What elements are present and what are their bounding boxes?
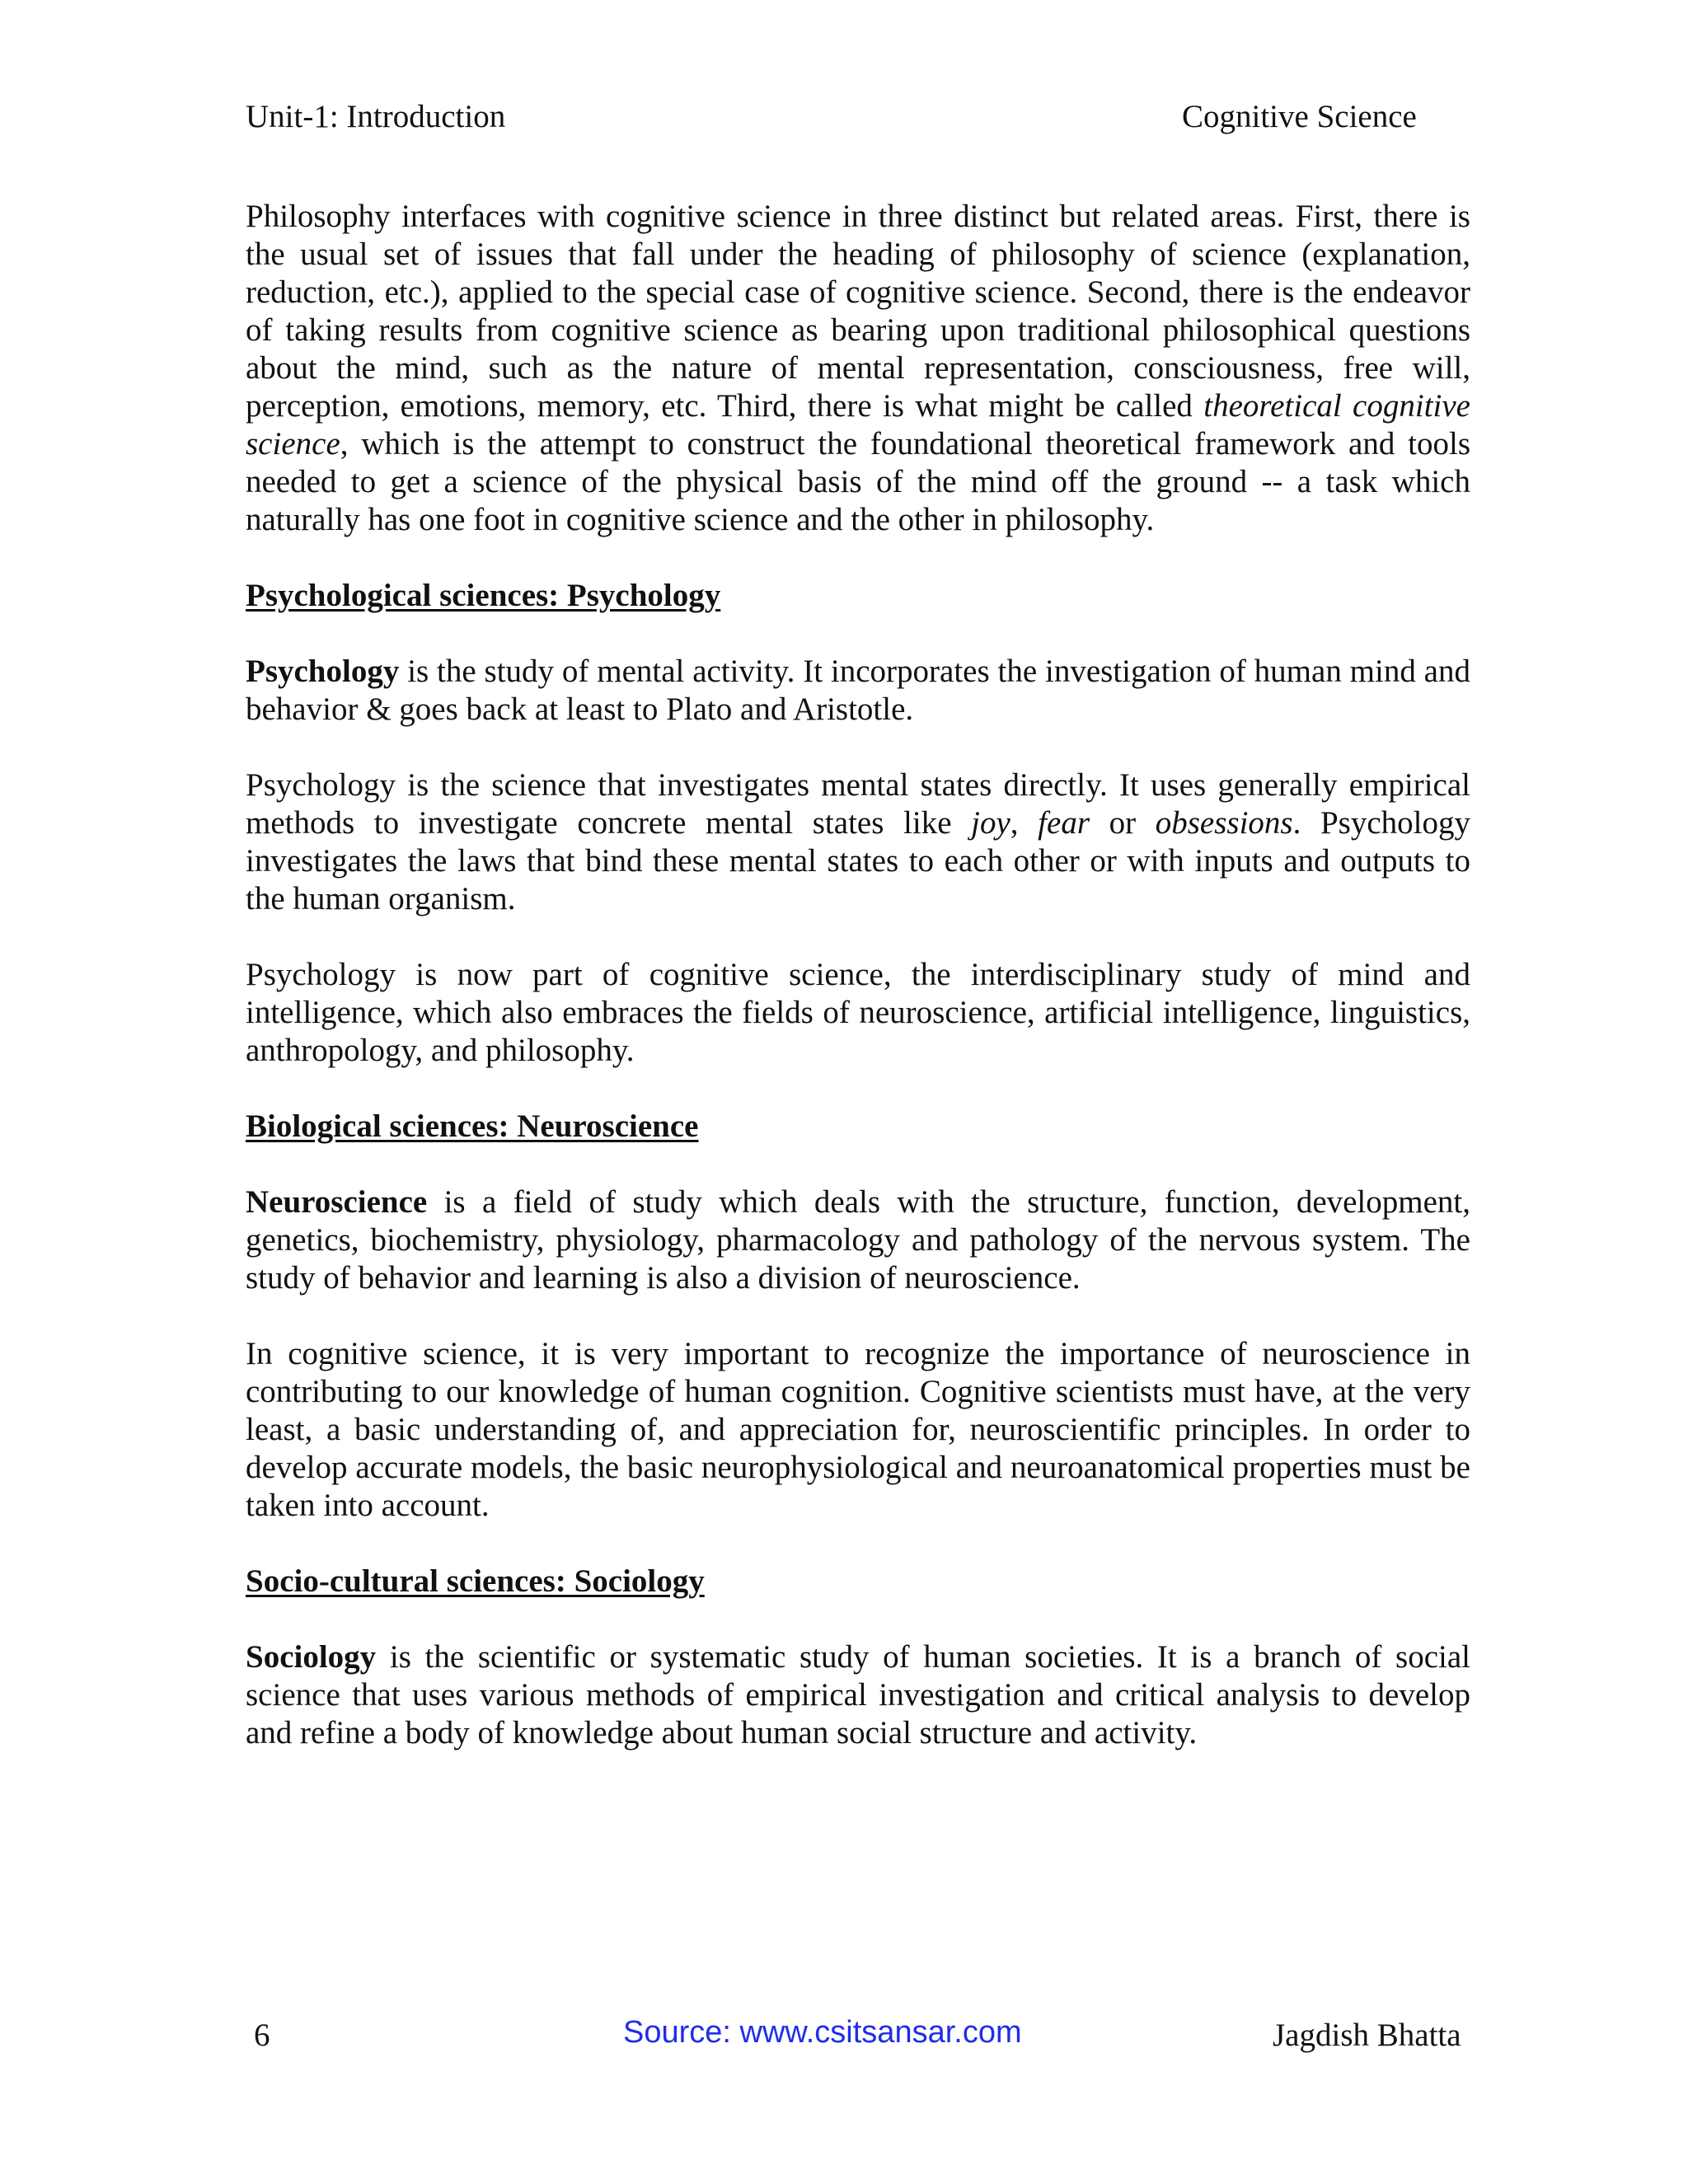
intro-italic-term: theoretical cognitive science	[246, 388, 1470, 462]
footer-author: Jagdish Bhatta	[1273, 2018, 1461, 2053]
header-unit-title: Unit-1: Introduction	[246, 99, 506, 134]
psychology-p2-part-a: Psychology is the science that investigates mental states directly. It uses generally empirical methods to investigate concrete mental states like	[246, 767, 1470, 841]
psychology-paragraph-1	[246, 653, 1470, 729]
section-heading-psychology: Psychological sciences: Psychology	[246, 578, 721, 613]
section-heading-sociology: Socio-cultural sciences: Sociology	[246, 1563, 705, 1599]
psychology-p2-obsessions: obsessions	[1155, 805, 1293, 841]
psychology-p2-part-b: ,	[1010, 805, 1039, 841]
psychology-term: Psychology	[246, 654, 400, 689]
sociology-term: Sociology	[246, 1639, 377, 1675]
psychology-p2-joy: joy	[971, 805, 1010, 841]
sociology-p1-text: is the scientific or systematic study of human societies. It is a branch of social science that uses various methods of empirical investigation and critical analysis to develop and refine a body of knowledge about human social structure and activity.	[246, 1639, 1470, 1750]
neuroscience-p1-text: is a field of study which deals with the structure, function, development, genetics, biochemistry, physiology, pharmacology and pathology of the nervous system. The study of behavior and learning is also a division of neuroscience.	[246, 1184, 1470, 1296]
intro-paragraph	[246, 198, 1470, 539]
page-content	[246, 198, 1470, 1790]
psychology-p1-text: is the study of mental activity. It incorporates the investigation of human mind and behavior & goes back at least to Plato and Aristotle.	[246, 654, 1470, 727]
neuroscience-paragraph-1	[246, 1183, 1470, 1297]
neuroscience-paragraph-2: In cognitive science, it is very important to recognize the importance of neuroscience in contributing to our knowledge of human cognition. Cognitive scientists must have, at the very least, a basic understanding of, and appreciation for, neuroscientific principles. In order to develop accurate models, the basic neurophysiological and neuroanatomical properties must be taken into account.	[246, 1336, 1470, 1523]
footer-page-number: 6	[254, 2018, 270, 2053]
intro-text-part1: Philosophy interfaces with cognitive science in three distinct but related areas. First, there is the usual set of issues that fall under the heading of philosophy of science (explanation, reduction, etc.), applied to the special case of cognitive science. Second, there is the endeavor of taking results from cognitive science as bearing upon traditional philosophical questions about the mind, such as the nature of mental representation, consciousness, free will, perception, emotions, memory, etc. Third, there is what might be called	[246, 199, 1470, 424]
footer-source-link[interactable]: Source: www.csitsansar.com	[623, 2015, 1022, 2050]
psychology-p2-part-d: . Psychology investigates the laws that bind these mental states to each other or with inputs and outputs to the human organism.	[246, 805, 1470, 916]
sociology-paragraph-1	[246, 1638, 1470, 1752]
intro-text-part2: , which is the attempt to construct the foundational theoretical framework and tools needed to get a science of the physical basis of the mind off the ground -- a task which naturally has one foot in cognitive science and the other in philosophy.	[246, 426, 1470, 537]
header-subject-title: Cognitive Science	[1182, 99, 1417, 134]
psychology-paragraph-2	[246, 766, 1470, 918]
psychology-p2-fear: fear	[1038, 805, 1090, 841]
psychology-p2-part-c: or	[1090, 805, 1156, 841]
psychology-paragraph-3: Psychology is now part of cognitive science, the interdisciplinary study of mind and intelligence, which also embraces the fields of neuroscience, artificial intelligence, linguistics, anthropology, and philosophy.	[246, 957, 1470, 1068]
section-heading-neuroscience: Biological sciences: Neuroscience	[246, 1108, 699, 1144]
neuroscience-term: Neuroscience	[246, 1184, 428, 1220]
